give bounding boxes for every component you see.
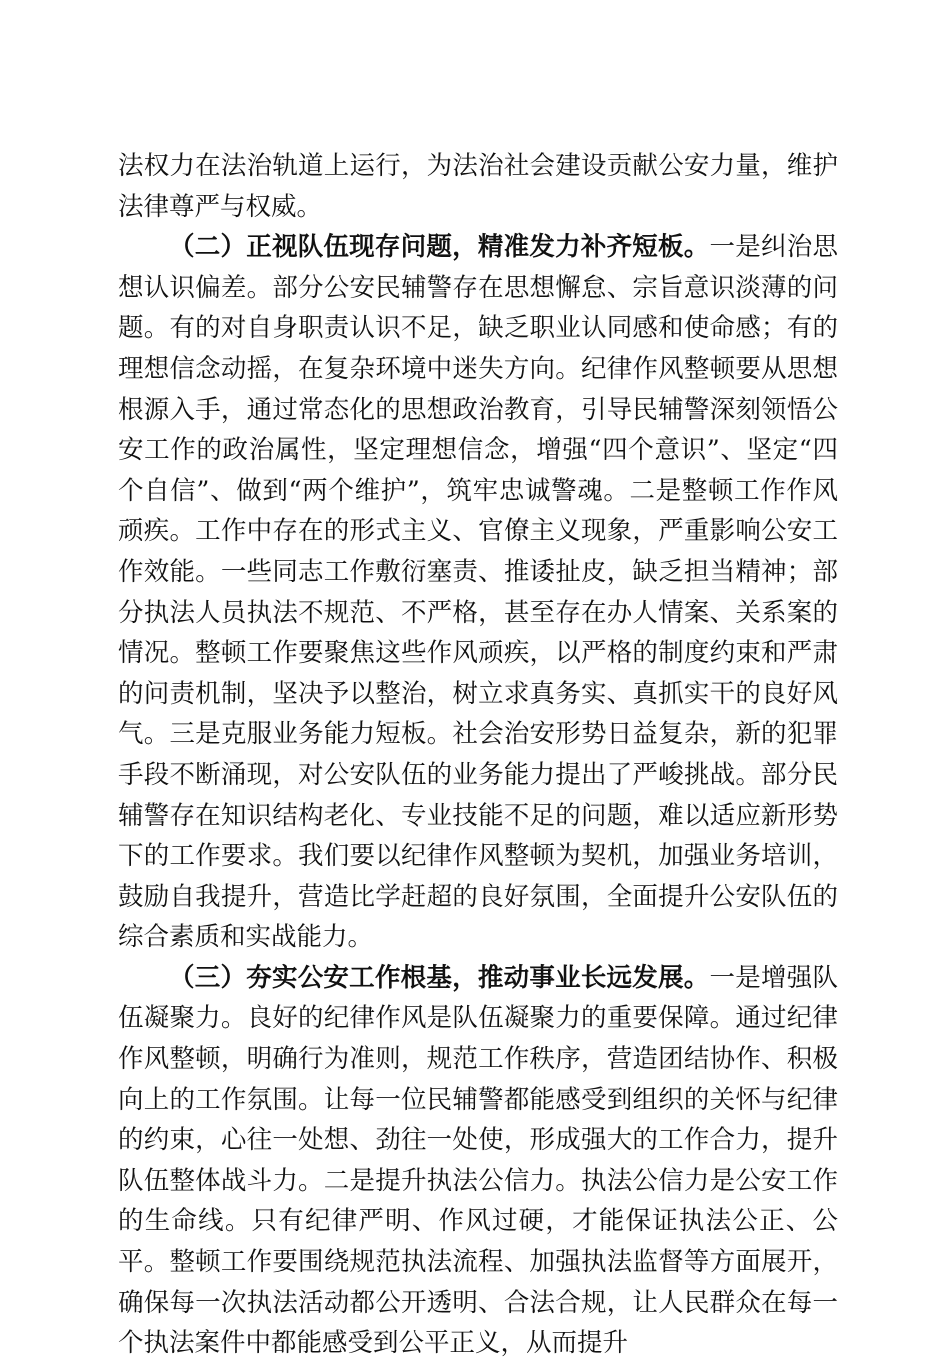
section-heading: （三）夯实公安工作根基，推动事业长远发展。 xyxy=(169,962,710,993)
paragraph-section-two xyxy=(118,227,838,958)
paragraph-text: 法权力在法治轨道上运行，为法治社会建设贡献公安力量，维护法律尊严与权威。 xyxy=(118,151,838,222)
paragraph-section-three xyxy=(118,958,838,1364)
section-heading: （二）正视队伍现存问题，精准发力补齐短板。 xyxy=(169,232,710,263)
paragraph-text: 一是纠治思想认识偏差。部分公安民辅警存在思想懈怠、宗旨意识淡薄的问题。有的对自身职责认识不足，缺乏职业认同感和使命感；有的理想信念动摇，在复杂环境中迷失方向。纪律作风整顿要从思想根源入手，通过常态化的思想政治教育，引导民辅警深刻领悟公安工作的政治属性，坚定理想信念，增强“四个意识”、坚定“四个自信”、做到“两个维护”，筑牢忠诚警魂。二是整顿工作作风顽疾。工作中存在的形式主义、官僚主义现象，严重影响公安工作效能。一些同志工作敷衍塞责、推诿扯皮，缺乏担当精神；部分执法人员执法不规范、不严格，甚至存在办人情案、关系案的情况。整顿工作要聚焦这些作风顽疾，以严格的制度约束和严肃的问责机制，坚决予以整治，树立求真务实、真抓实干的良好风气。三是克服业务能力短板。社会治安形势日益复杂，新的犯罪手段不断涌现，对公安队伍的业务能力提出了严峻挑战。部分民辅警存在知识结构老化、专业技能不足的问题，难以适应新形势下的工作要求。我们要以纪律作风整顿为契机，加强业务培训，鼓励自我提升，营造比学赶超的良好氛围，全面提升公安队伍的综合素质和实战能力。 xyxy=(118,232,838,953)
paragraph-continuation xyxy=(118,146,838,227)
document-page xyxy=(118,146,838,1364)
paragraph-text: 一是增强队伍凝聚力。良好的纪律作风是队伍凝聚力的重要保障。通过纪律作风整顿，明确行为准则，规范工作秩序，营造团结协作、积极向上的工作氛围。让每一位民辅警都能感受到组织的关怀与纪律的约束，心往一处想、劲往一处使，形成强大的工作合力，提升队伍整体战斗力。二是提升执法公信力。执法公信力是公安工作的生命线。只有纪律严明、作风过硬，才能保证执法公正、公平。整顿工作要围绕规范执法流程、加强执法监督等方面展开，确保每一次执法活动都公开透明、合法合规，让人民群众在每一个执法案件中都能感受到公平正义，从而提升 xyxy=(118,962,838,1359)
